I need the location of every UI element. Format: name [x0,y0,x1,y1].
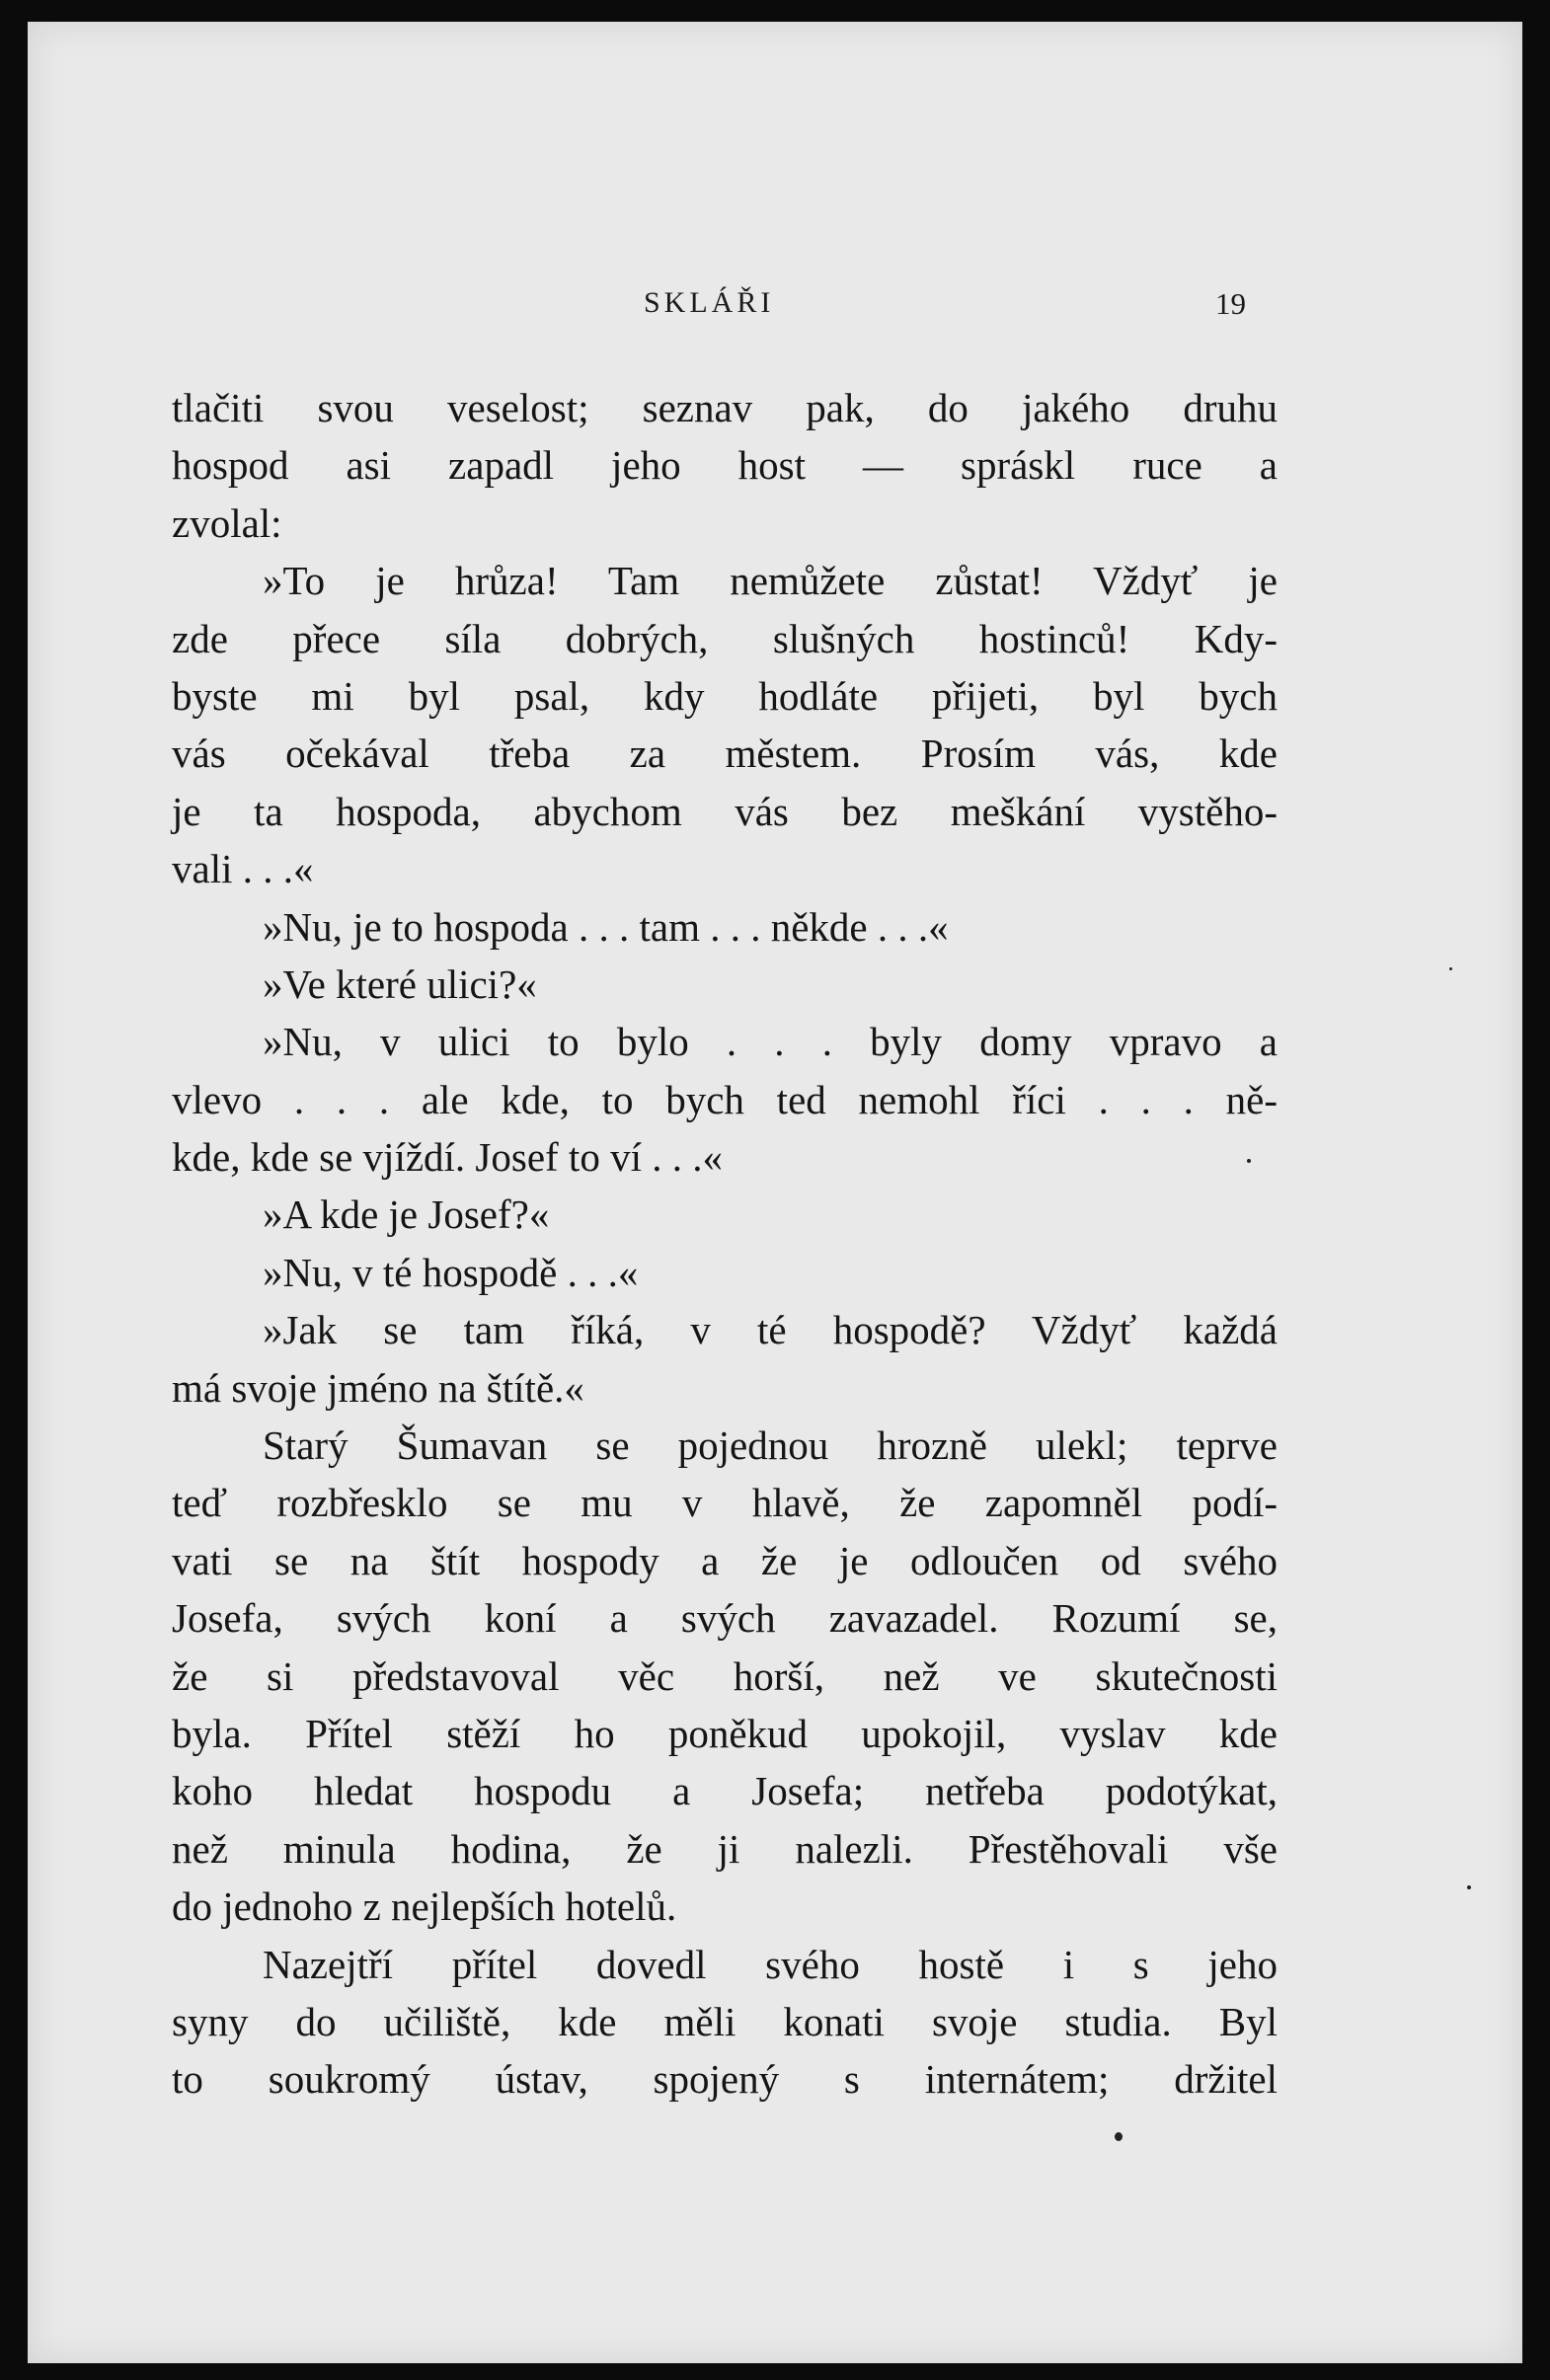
text-line: zde přece síla dobrých, slušných hostinců! Kdy- [172,615,1278,661]
text-line: Josefa, svých koní a svých zavazadel. Rozumí se, [172,1595,1278,1642]
ink-speck [1449,967,1452,970]
text-line: »Nu, je to hospoda . . . tam . . . někde . . .« [263,903,949,950]
text-line: »Nu, v té hospodě . . .« [263,1249,639,1295]
text-line: byste mi byl psal, kdy hodláte přijeti, byl bych [172,672,1278,719]
text-line: byla. Přítel stěží ho poněkud upokojil, vyslav kde [172,1710,1278,1756]
text-line: Starý Šumavan se pojednou hrozně ulekl; teprve [263,1422,1278,1469]
text-line: kde, kde se vjíždí. Josef to ví . . .« [172,1134,723,1181]
ink-speck [1115,2132,1123,2141]
text-line: vás očekával třeba za městem. Prosím vás, kde [172,730,1278,777]
page-number: 19 [1215,286,1246,321]
text-line: vlevo . . . ale kde, to bych ted nemohl říci . . . ně- [172,1076,1278,1122]
text-line: »To je hrůza! Tam nemůžete zůstat! Vždyť je [263,558,1278,604]
text-line: »Nu, v ulici to bylo . . . byly domy vpravo a [263,1019,1278,1065]
text-line: do jednoho z nejlepších hotelů. [172,1883,677,1930]
text-line: syny do učiliště, kde měli konati svoje studia. Byl [172,1998,1278,2044]
text-line: zvolal: [172,499,282,546]
text-line: tlačiti svou veselost; seznav pak, do jakého druhu [172,385,1278,430]
text-line: je ta hospoda, abychom vás bez meškání vystěho- [172,788,1278,834]
text-line: to soukromý ústav, spojený s internátem; držitel [172,2056,1278,2103]
text-line: koho hledat hospodu a Josefa; netřeba podotýkat, [172,1768,1278,1814]
running-head: SKLÁŘI [644,286,775,319]
text-line: »Jak se tam říká, v té hospodě? Vždyť každá [263,1307,1278,1353]
text-line: že si představoval věc horší, než ve skutečnosti [172,1652,1278,1699]
text-line: vali . . .« [172,846,314,892]
text-line: »Ve které ulici?« [263,960,537,1007]
text-line: Nazejtří přítel dovedl svého hostě i s jeho [263,1941,1278,1987]
text-line: vati se na štít hospody a že je odloučen od svého [172,1537,1278,1583]
page-header [28,286,1522,336]
ink-speck [1247,1159,1251,1163]
text-line: teď rozbřesklo se mu v hlavě, že zapomněl podí- [172,1480,1278,1526]
text-line: má svoje jméno na štítě.« [172,1364,584,1411]
text-line: »A kde je Josef?« [263,1191,550,1238]
text-line: než minula hodina, že ji nalezli. Přestěhovali vše [172,1825,1278,1872]
book-page [28,22,1522,2363]
text-line: hospod asi zapadl jeho host — spráskl ruce a [172,442,1278,489]
body-text [172,379,1278,2109]
ink-speck [1467,1885,1471,1889]
